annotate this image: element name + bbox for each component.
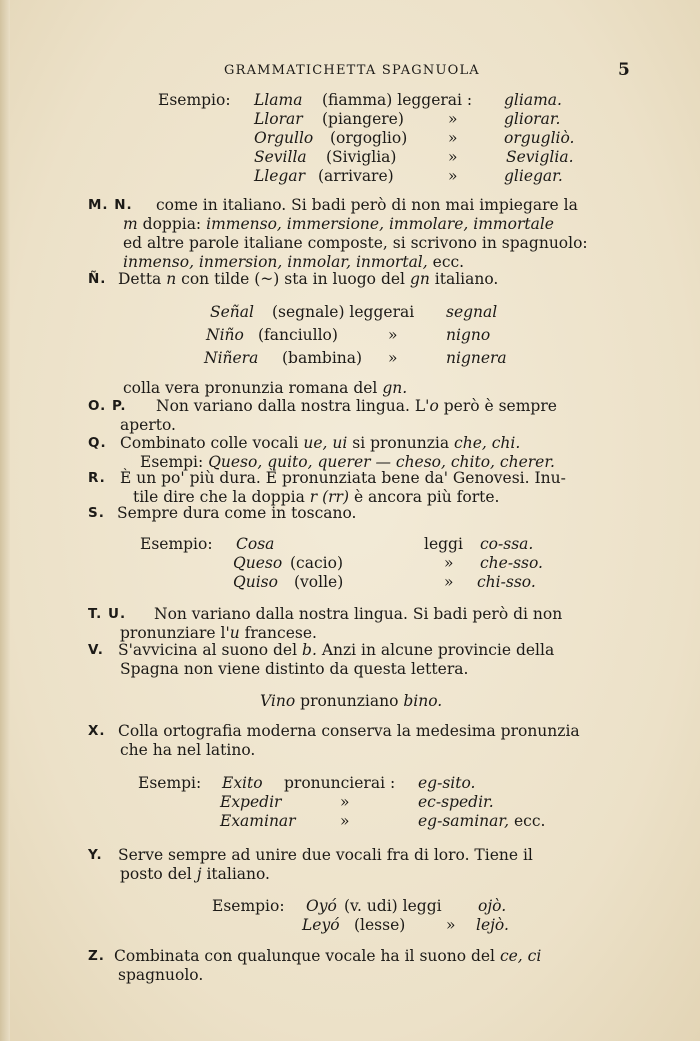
- spanish-word: Quiso: [233, 573, 278, 591]
- entry-enye: [0, 270, 700, 289]
- entry-text: italiano.: [206, 865, 270, 883]
- entry-text: Combinata con qualunque vocale ha il suono del: [114, 947, 496, 965]
- enye-examples: [0, 301, 700, 370]
- letter-label: R.: [88, 470, 106, 486]
- spanish-word: Orgullo: [254, 129, 314, 147]
- example-row: [0, 110, 700, 129]
- letter-label: O. P.: [88, 398, 127, 414]
- gloss: (orgoglio): [330, 129, 408, 147]
- pronunciation: gliegar.: [504, 167, 563, 185]
- spanish-word: Examinar: [220, 812, 296, 830]
- pronunciation: orgugliò.: [504, 129, 575, 147]
- inline-italic: gn.: [382, 379, 408, 397]
- entry-text: Non variano dalla nostra lingua. L': [156, 397, 430, 415]
- entry-text: ecc.: [432, 253, 465, 271]
- gloss: (lesse): [354, 916, 406, 934]
- pronunciation: chi-sso.: [477, 573, 536, 591]
- ditto-mark: »: [340, 793, 350, 811]
- x-examples: [0, 774, 700, 831]
- entry-text: ed altre parole italiane composte, si scrivono in spagnuolo:: [123, 234, 588, 252]
- spanish-word: Oyó: [306, 897, 337, 915]
- entry-text: italiano.: [434, 270, 499, 288]
- entry-text: Colla ortografia moderna conserva la medesima pronunzia: [118, 722, 580, 740]
- example-row: [0, 148, 700, 167]
- gloss: (piangere): [322, 110, 404, 128]
- gloss: (segnale) leggerai: [272, 303, 415, 321]
- pronunciation: eg-saminar,: [418, 812, 510, 830]
- ditto-mark: »: [446, 916, 456, 934]
- example-row: [0, 554, 700, 573]
- inline-italic: che, chi.: [454, 434, 521, 452]
- entry-v: [0, 641, 700, 679]
- example-row: [0, 573, 700, 592]
- entry-text: posto del: [120, 865, 192, 883]
- v-example: [260, 692, 442, 711]
- pronunciation: nigno: [446, 326, 491, 344]
- gloss: (cacio): [290, 554, 343, 572]
- enye-note: [123, 379, 407, 398]
- entry-text: spagnuolo.: [118, 966, 204, 984]
- ditto-mark: »: [444, 573, 454, 591]
- entry-text: Anzi in alcune provincie della: [321, 641, 555, 659]
- pronunciation: co-ssa.: [480, 535, 534, 553]
- example-row: [0, 301, 700, 324]
- gloss: (fiamma) leggerai :: [322, 91, 473, 109]
- pronunciation: ec-spedir.: [418, 793, 494, 811]
- inline-italic: Vino: [260, 692, 296, 710]
- gloss: (fanciullo): [258, 326, 338, 344]
- entry-x: [0, 722, 700, 760]
- ditto-mark: »: [448, 110, 458, 128]
- example-row: [0, 897, 700, 916]
- ditto-mark: »: [340, 812, 350, 830]
- entry-t-u: [0, 605, 700, 643]
- entry-text: tile dire che la doppia: [133, 488, 305, 506]
- spanish-word: Exito: [222, 774, 263, 792]
- inline-italic: o: [429, 397, 439, 415]
- entry-text: S'avvicina al suono del: [118, 641, 298, 659]
- example-row: [0, 916, 700, 935]
- letter-label: M. N.: [88, 197, 133, 213]
- ditto-mark: »: [444, 554, 454, 572]
- pronunciation: gliama.: [504, 91, 562, 109]
- spanish-word: Niño: [206, 326, 244, 344]
- spanish-word: Llegar: [254, 167, 305, 185]
- inline-italic: Queso, quito, querer — cheso, chito, cherer.: [208, 453, 555, 471]
- pronunciation: eg-sito.: [418, 774, 476, 792]
- pronunciation: Seviglia.: [506, 148, 574, 166]
- example-row: [0, 793, 700, 812]
- entry-text: si pronunzia: [352, 434, 450, 452]
- entry-text: pronunziano: [300, 692, 399, 710]
- letter-label: Ñ.: [88, 271, 107, 287]
- entry-text: ecc.: [513, 812, 546, 830]
- entry-text: È un po' più dura. È pronunziata bene da' Genovesi. Inu-: [120, 469, 566, 487]
- example-label: Esempi:: [138, 774, 202, 792]
- example-label: Esempi:: [140, 453, 204, 471]
- example-row: [0, 774, 700, 793]
- entry-text: Combinato colle vocali: [120, 434, 299, 452]
- inline-italic: u: [229, 624, 240, 642]
- entry-m-n: [0, 196, 700, 272]
- pronunciation: lejò.: [476, 916, 509, 934]
- inline-italic: m: [123, 215, 138, 233]
- y-examples: [0, 897, 700, 935]
- letter-label: S.: [88, 505, 105, 521]
- entry-text: come in italiano. Si badi però di non mai impiegare la: [156, 196, 578, 214]
- gloss: leggi: [424, 535, 463, 553]
- inline-italic: j: [196, 865, 202, 883]
- ditto-mark: »: [388, 349, 398, 367]
- pronunciation: nignera: [446, 349, 507, 367]
- inline-italic: n: [166, 270, 177, 288]
- ditto-mark: »: [448, 148, 458, 166]
- spanish-word: Llorar: [254, 110, 303, 128]
- entry-text: però è sempre: [443, 397, 557, 415]
- entry-text: colla vera pronunzia romana del: [123, 379, 378, 397]
- pronunciation: gliorar.: [504, 110, 561, 128]
- entry-r: [0, 469, 700, 507]
- entry-o-p: [0, 397, 700, 435]
- running-header: [0, 60, 700, 84]
- inline-italic: immenso, immersione, immolare, immortale: [206, 215, 554, 233]
- letter-label: V.: [88, 642, 104, 658]
- spanish-word: Cosa: [236, 535, 275, 553]
- entry-text: Non variano dalla nostra lingua. Si badi però di non: [154, 605, 563, 623]
- s-examples: [0, 535, 700, 592]
- entry-text: Spagna non viene distinto da questa lettera.: [120, 660, 469, 678]
- example-label: Esempio:: [212, 897, 285, 915]
- entry-z: [0, 947, 700, 985]
- entry-q: [0, 434, 700, 472]
- letter-label: Y.: [88, 847, 103, 863]
- entry-text: che ha nel latino.: [120, 741, 256, 759]
- pronunciation: ojò.: [478, 897, 507, 915]
- example-row: [0, 812, 700, 831]
- example-label: Esempio:: [140, 535, 213, 553]
- entry-text: Serve sempre ad unire due vocali fra di loro. Tiene il: [118, 846, 533, 864]
- spanish-word: Niñera: [204, 349, 259, 367]
- letter-label: Q.: [88, 435, 107, 451]
- example-row: [0, 324, 700, 347]
- ditto-mark: »: [388, 326, 398, 344]
- example-row: [0, 347, 700, 370]
- entry-text: Sempre dura come in toscano.: [117, 504, 357, 522]
- spanish-word: Señal: [210, 303, 254, 321]
- ditto-mark: »: [448, 129, 458, 147]
- gloss: (volle): [294, 573, 344, 591]
- letter-label: X.: [88, 723, 106, 739]
- running-title: GRAMMATICHETTA SPAGNUOLA: [224, 63, 480, 78]
- entry-text: pronunziare l': [120, 624, 230, 642]
- entry-text: con tilde (~) sta in luogo del: [181, 270, 405, 288]
- pronunciation: segnal: [446, 303, 498, 321]
- inline-italic: inmenso, inmersion, inmolar, inmortal,: [123, 253, 428, 271]
- ditto-mark: »: [448, 167, 458, 185]
- spanish-word: Leyó: [302, 916, 340, 934]
- pronunciation: che-sso.: [480, 554, 543, 572]
- inline-italic: r (rr): [309, 488, 350, 506]
- letter-label: Z.: [88, 948, 105, 964]
- gloss: pronuncierai :: [284, 774, 396, 792]
- spanish-word: Sevilla: [254, 148, 307, 166]
- gloss: (arrivare): [318, 167, 394, 185]
- example-row: [0, 129, 700, 148]
- entry-s: [0, 504, 700, 523]
- inline-italic: ce, ci: [499, 947, 542, 965]
- inline-italic: b.: [302, 641, 317, 659]
- example-label: Esempio:: [158, 91, 231, 109]
- entry-text: doppia:: [142, 215, 202, 233]
- entry-text: francese.: [244, 624, 317, 642]
- example-row: [0, 167, 700, 186]
- spanish-word: Queso: [233, 554, 283, 572]
- letter-label: T. U.: [88, 606, 127, 622]
- entry-text: aperto.: [120, 416, 176, 434]
- gloss: (bambina): [282, 349, 363, 367]
- ll-examples: [0, 91, 700, 186]
- inline-italic: bino.: [403, 692, 443, 710]
- entry-text: è ancora più forte.: [353, 488, 500, 506]
- spanish-word: Llama: [254, 91, 303, 109]
- example-row: [0, 91, 700, 110]
- inline-italic: ue, ui: [303, 434, 348, 452]
- spanish-word: Expedir: [220, 793, 282, 811]
- gloss: (v. udi) leggi: [344, 897, 442, 915]
- inline-italic: gn: [409, 270, 430, 288]
- page-number: 5: [618, 60, 630, 80]
- example-row: [0, 535, 700, 554]
- gloss: (Siviglia): [326, 148, 397, 166]
- entry-text: Detta: [118, 270, 162, 288]
- entry-y: [0, 846, 700, 884]
